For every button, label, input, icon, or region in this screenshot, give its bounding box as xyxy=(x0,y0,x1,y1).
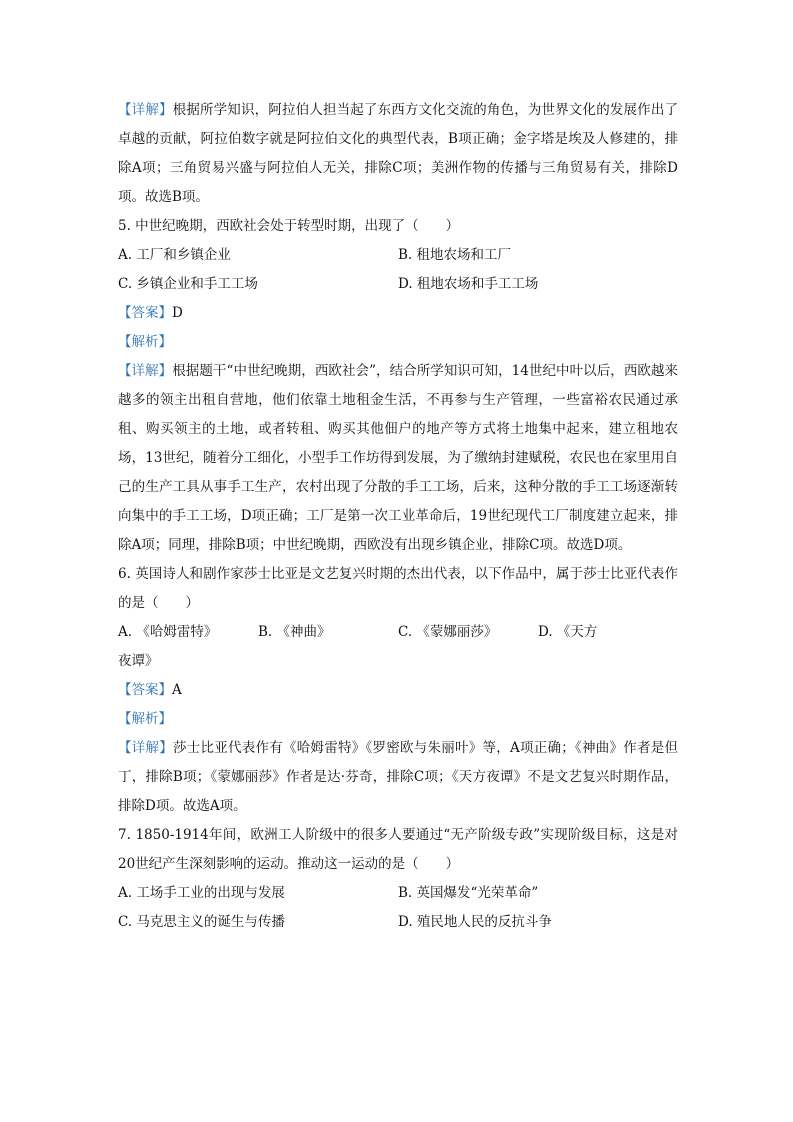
answer-line-q6 xyxy=(118,676,678,705)
analysis-line-q5 xyxy=(118,328,678,357)
question-5-options-row-2 xyxy=(118,270,678,299)
question-7-options-row-1 xyxy=(118,879,678,908)
option-c: C. 《蒙娜丽莎》 xyxy=(398,624,498,640)
option-d: D. 租地农场和手工工场 xyxy=(398,276,539,292)
detail-text: 莎士比亚代表作有《哈姆雷特》《罗密欧与朱丽叶》等，A项正确；《神曲》作者是但丁，排除B项；《蒙娜丽莎》作者是达·芬奇，排除C项；《天方夜谭》不是文艺复兴时期作品，排除D项。故选A项。 xyxy=(118,740,678,814)
analysis-tag: 【解析】 xyxy=(118,711,172,727)
detail-text: 根据题干“中世纪晚期，西欧社会”，结合所学知识可知，14世纪中叶以后，西欧越来越多的领主出租自营地，他们依靠土地租金生活，不再参与生产管理，一些富裕农民通过承租、购买领主的土地，或者转租、购买其他佃户的地产等方式将土地集中起来，建立租地农场，13世纪，随着分工细化，小型手工作坊得到发展，为了缴纳封建赋税，农民也在家里用自己的生产工具从事手工生产，农村出现了分散的手工工场，后来，这种分散的手工工场逐渐转向集中的手工工场，D项正确；工厂是第一次工业革命后，19世纪现代工厂制度建立起来，排除A项；同理，排除B项；中世纪晚期，西欧没有出现乡镇企业，排除C项。故选D项。 xyxy=(118,363,679,553)
option-d: D. 《天方 xyxy=(538,624,598,640)
analysis-line-q6 xyxy=(118,705,678,734)
option-b: B. 英国爆发“光荣革命” xyxy=(398,885,539,901)
option-c: C. 乡镇企业和手工工场 xyxy=(118,276,258,292)
detail-tag: 【详解】 xyxy=(118,740,173,756)
option-a: A. 《哈姆雷特》 xyxy=(118,624,218,640)
analysis-tag: 【解析】 xyxy=(118,334,172,350)
detail-text: 根据所学知识，阿拉伯人担当起了东西方文化交流的角色，为世界文化的发展作出了卓越的贡献，阿拉伯数字就是阿拉伯文化的典型代表，B项正确；金字塔是埃及人修建的，排除A项；三角贸易兴盛与阿拉伯人无关，排除C项；美洲作物的传播与三角贸易有关，排除D项。故选B项。 xyxy=(118,102,679,205)
document-content xyxy=(118,96,678,937)
question-5-stem: 5. 中世纪晚期，西欧社会处于转型时期，出现了（ ） xyxy=(118,218,460,234)
answer-line-q5 xyxy=(118,299,678,328)
detail-tag: 【详解】 xyxy=(118,363,173,379)
question-7-stem: 7. 1850-1914年间，欧洲工人阶级中的很多人要通过“无产阶级专政”实现阶级目标，这是对20世纪产生深刻影响的运动。推动这一运动的是（ ） xyxy=(118,827,678,872)
option-b: B. 租地农场和工厂 xyxy=(398,247,512,263)
detail-tag: 【详解】 xyxy=(118,102,173,118)
question-5-options-row-1 xyxy=(118,241,678,270)
option-a: A. 工厂和乡镇企业 xyxy=(118,247,231,263)
option-a: A. 工场手工业的出现与发展 xyxy=(118,885,285,901)
answer-value: D xyxy=(172,305,183,321)
question-6-options-row xyxy=(118,618,678,647)
option-d: D. 殖民地人民的反抗斗争 xyxy=(398,914,552,930)
answer-tag: 【答案】 xyxy=(118,305,172,321)
question-6-stem: 6. 英国诗人和剧作家莎士比亚是文艺复兴时期的杰出代表，以下作品中，属于莎士比亚代表作的是（ ） xyxy=(118,566,678,611)
detail-paragraph-q5 xyxy=(118,357,678,560)
answer-value: A xyxy=(172,682,182,698)
answer-tag: 【答案】 xyxy=(118,682,172,698)
option-d-wrap: 夜谭》 xyxy=(118,653,159,669)
option-b: B. 《神曲》 xyxy=(258,624,331,640)
detail-paragraph-q4 xyxy=(118,96,678,212)
option-c: C. 马克思主义的诞生与传播 xyxy=(118,914,285,930)
detail-paragraph-q6 xyxy=(118,734,678,821)
question-7-options-row-2 xyxy=(118,908,678,937)
